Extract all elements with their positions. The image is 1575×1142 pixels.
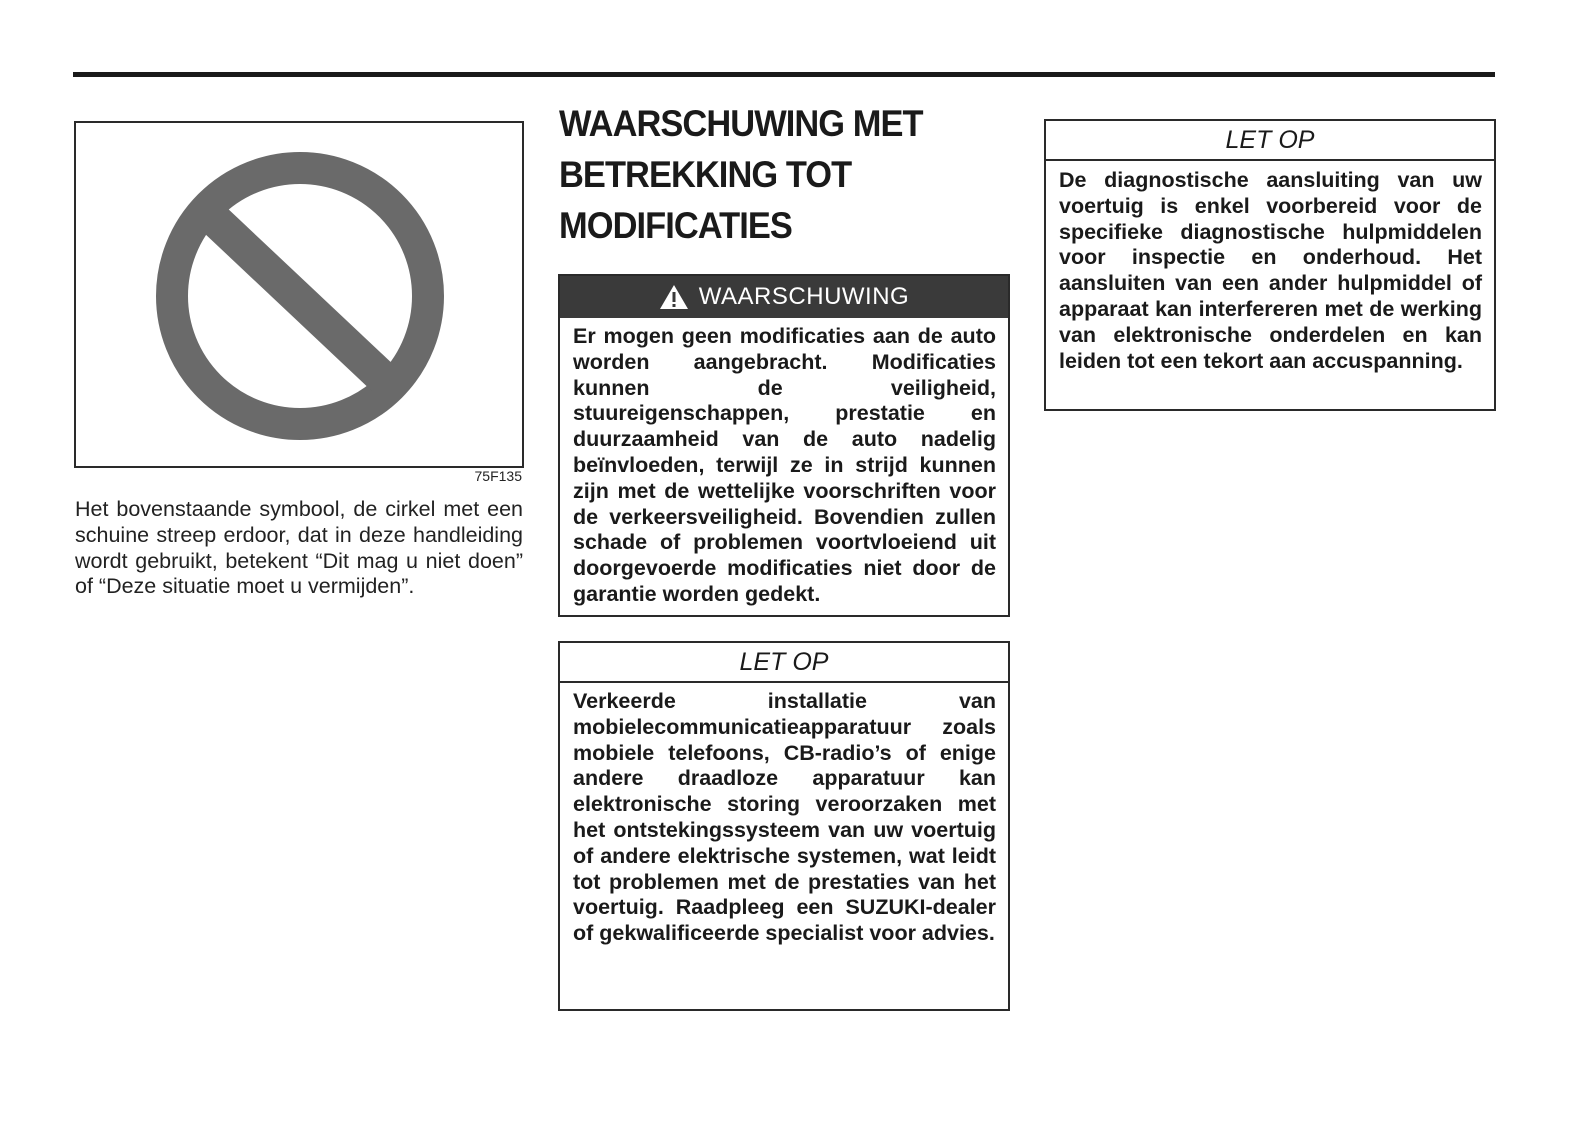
warning-triangle-icon <box>659 284 689 310</box>
prohibition-icon <box>76 123 522 466</box>
notice-box-middle <box>558 641 1010 1011</box>
figure-caption: Het bovenstaande symbool, de cirkel met een schuine streep erdoor, dat in deze handleiding wordt gebruikt, betekent “Dit mag u niet doen” of “Deze situatie moet u vermijden”. <box>75 497 523 599</box>
notice-box-right <box>1044 119 1496 411</box>
warning-label: WAARSCHUWING <box>698 283 910 310</box>
top-rule <box>73 72 1495 77</box>
warning-box <box>558 274 1010 617</box>
notice-header: LET OP <box>560 643 1008 683</box>
warning-header <box>560 276 1008 318</box>
figure-frame <box>74 121 524 468</box>
notice-body: Verkeerde installatie van mobielecommunicatieapparatuur zoals mobiele telefoons, CB-radio’s of enige andere draadloze apparatuur kan elektronische storing veroorzaken met het ontstekingssysteem van uw voertuig of andere elektrische systemen, wat leidt tot problemen met de prestaties van het voertuig. Raadpleeg een SUZUKI-dealer of gekwalificeerde specialist voor advies. <box>573 689 996 946</box>
notice-body: De diagnostische aansluiting van uw voertuig is enkel voorbereid voor de specifieke diagnostische hulpmiddelen voor inspectie en onderhoud. Het aansluiten van een ander hulpmiddel of apparaat kan interfereren met de werking van elektronische onderdelen en kan leiden tot een tekort aan accuspanning. <box>1059 168 1482 373</box>
notice-header: LET OP <box>1046 121 1494 161</box>
warning-body: Er mogen geen modificaties aan de auto worden aangebracht. Modificaties kunnen de veiligheid, stuureigenschappen, prestatie en duurzaamheid van de auto nadelig beïnvloeden, terwijl ze in strijd kunnen zijn met de wettelijke voorschriften voor de verkeersveiligheid. Bovendien zullen schade of problemen voortvloeiend uit doorgevoerde modificaties niet door de garantie worden gedekt. <box>573 324 996 606</box>
section-title: WAARSCHUWING MET BETREKKING TOT MODIFICATIES <box>559 103 923 246</box>
figure-code: 75F135 <box>474 468 522 484</box>
